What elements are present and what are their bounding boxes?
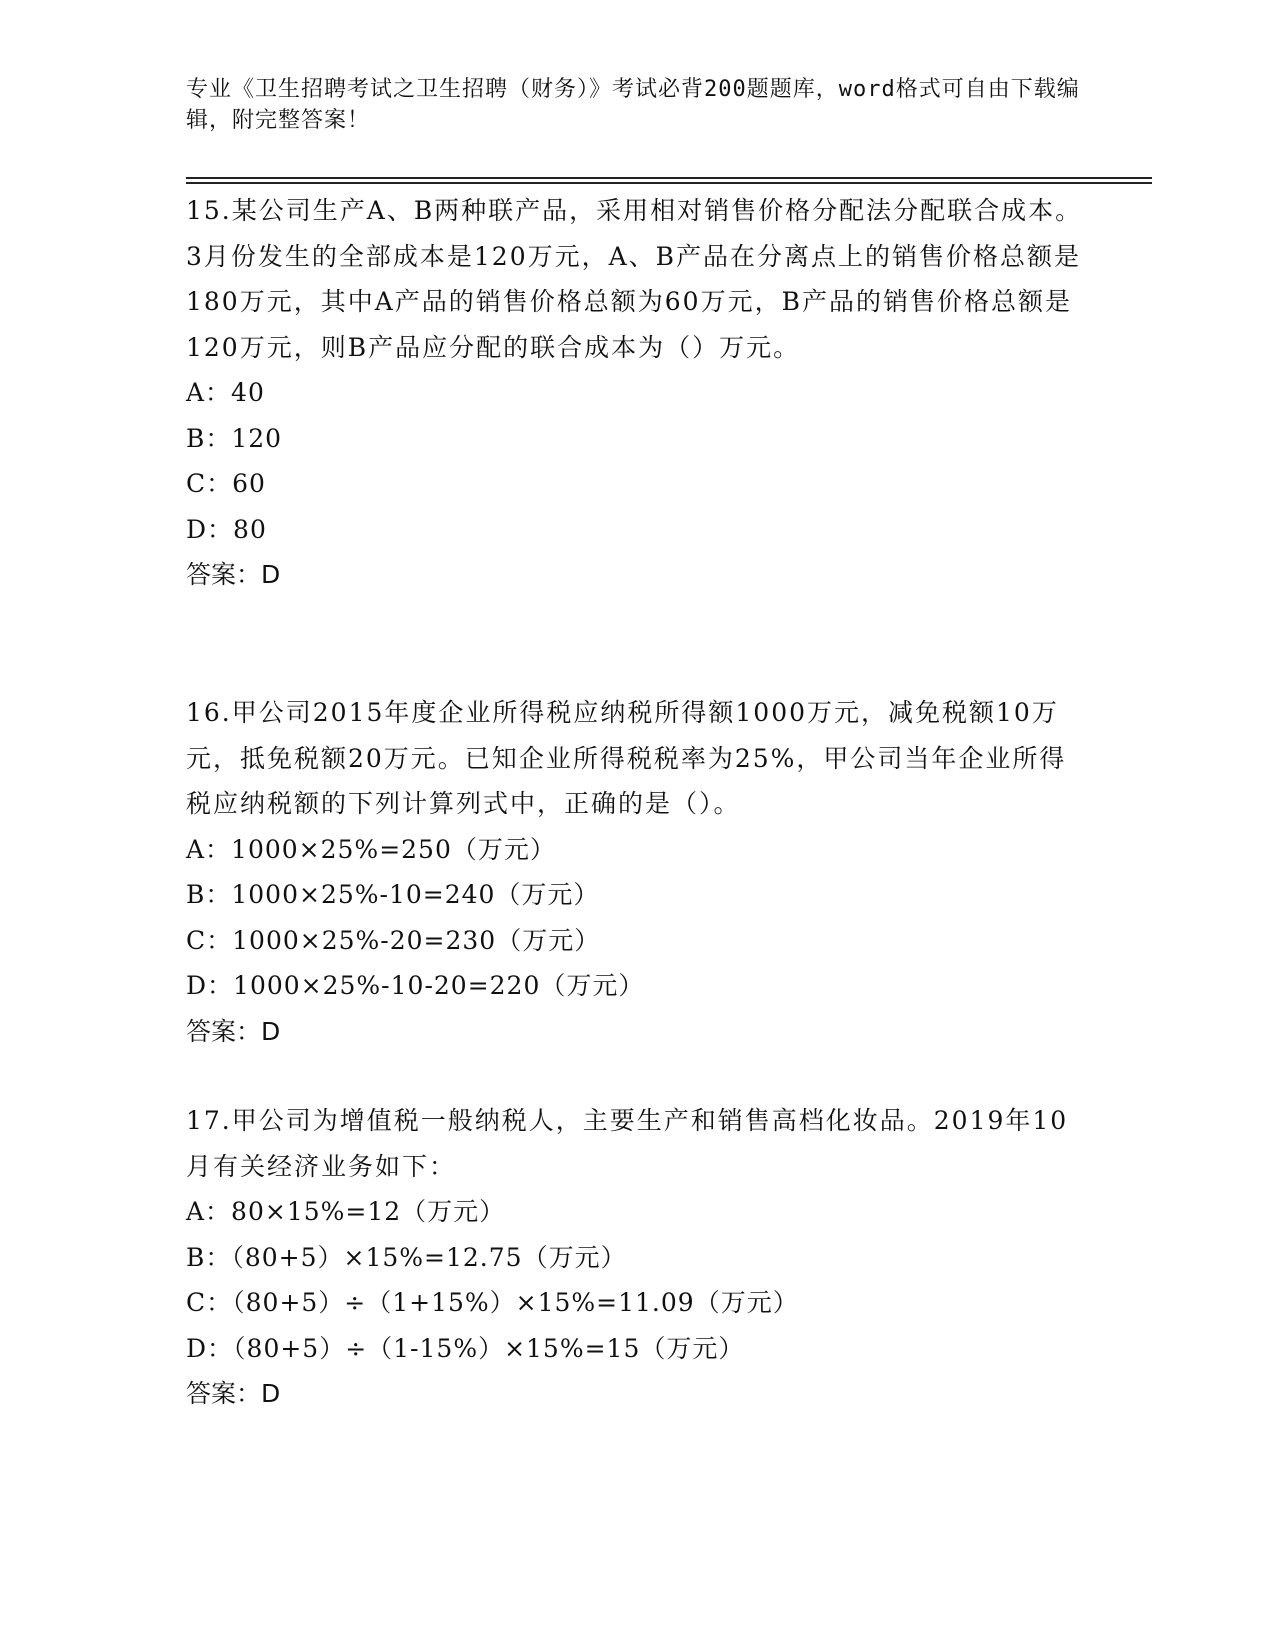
option-a: A：1000×25%=250（万元）	[186, 834, 556, 864]
answer-label: 答案：D	[186, 1016, 281, 1046]
option-d: D：80	[186, 514, 267, 544]
question-stem: 17.甲公司为增值税一般纳税人，主要生产和销售高档化妆品。2019年10月有关经济业务如下：	[186, 1106, 1069, 1181]
option-b: B：120	[186, 423, 283, 453]
header-divider-top	[186, 177, 1152, 179]
question-stem: 16.甲公司2015年度企业所得税应纳税所得额1000万元，减免税额10万元，抵免税额20万元。已知企业所得税税率为25%，甲公司当年企业所得税应纳税额的下列计算列式中，正确的是（）。	[186, 698, 1067, 818]
option-c: C：（80+5）÷（1+15%）×15%=11.09（万元）	[186, 1288, 799, 1317]
question-16	[186, 690, 1086, 1054]
question-15	[186, 188, 1086, 598]
question-17	[186, 1098, 1086, 1417]
option-c: C：1000×25%-20=230（万元）	[186, 925, 601, 955]
answer-label: 答案：D	[186, 1379, 281, 1408]
option-d: D：1000×25%-10-20=220（万元）	[186, 971, 645, 1000]
question-stem: 15.某公司生产A、B两种联产品，采用相对销售价格分配法分配联合成本。3月份发生的全部成本是120万元，A、B产品在分离点上的销售价格总额是180万元，其中A产品的销售价格总额为60万元，B产品的销售价格总额是120万元，则B产品应分配的联合成本为（）万元。	[186, 196, 1083, 362]
answer-label: 答案：D	[186, 560, 281, 589]
option-d: D：（80+5）÷（1-15%）×15%=15（万元）	[186, 1333, 745, 1363]
option-b: B：1000×25%-10=240（万元）	[186, 880, 600, 909]
option-b: B：（80+5）×15%=12.75（万元）	[186, 1242, 627, 1272]
option-c: C：60	[186, 469, 266, 498]
option-a: A：40	[186, 378, 265, 407]
option-a: A：80×15%=12（万元）	[186, 1197, 506, 1226]
header-divider-bottom	[186, 182, 1152, 184]
document-header: 专业《卫生招聘考试之卫生招聘（财务）》考试必背200题题库，word格式可自由下载编辑，附完整答案！	[186, 77, 1080, 133]
